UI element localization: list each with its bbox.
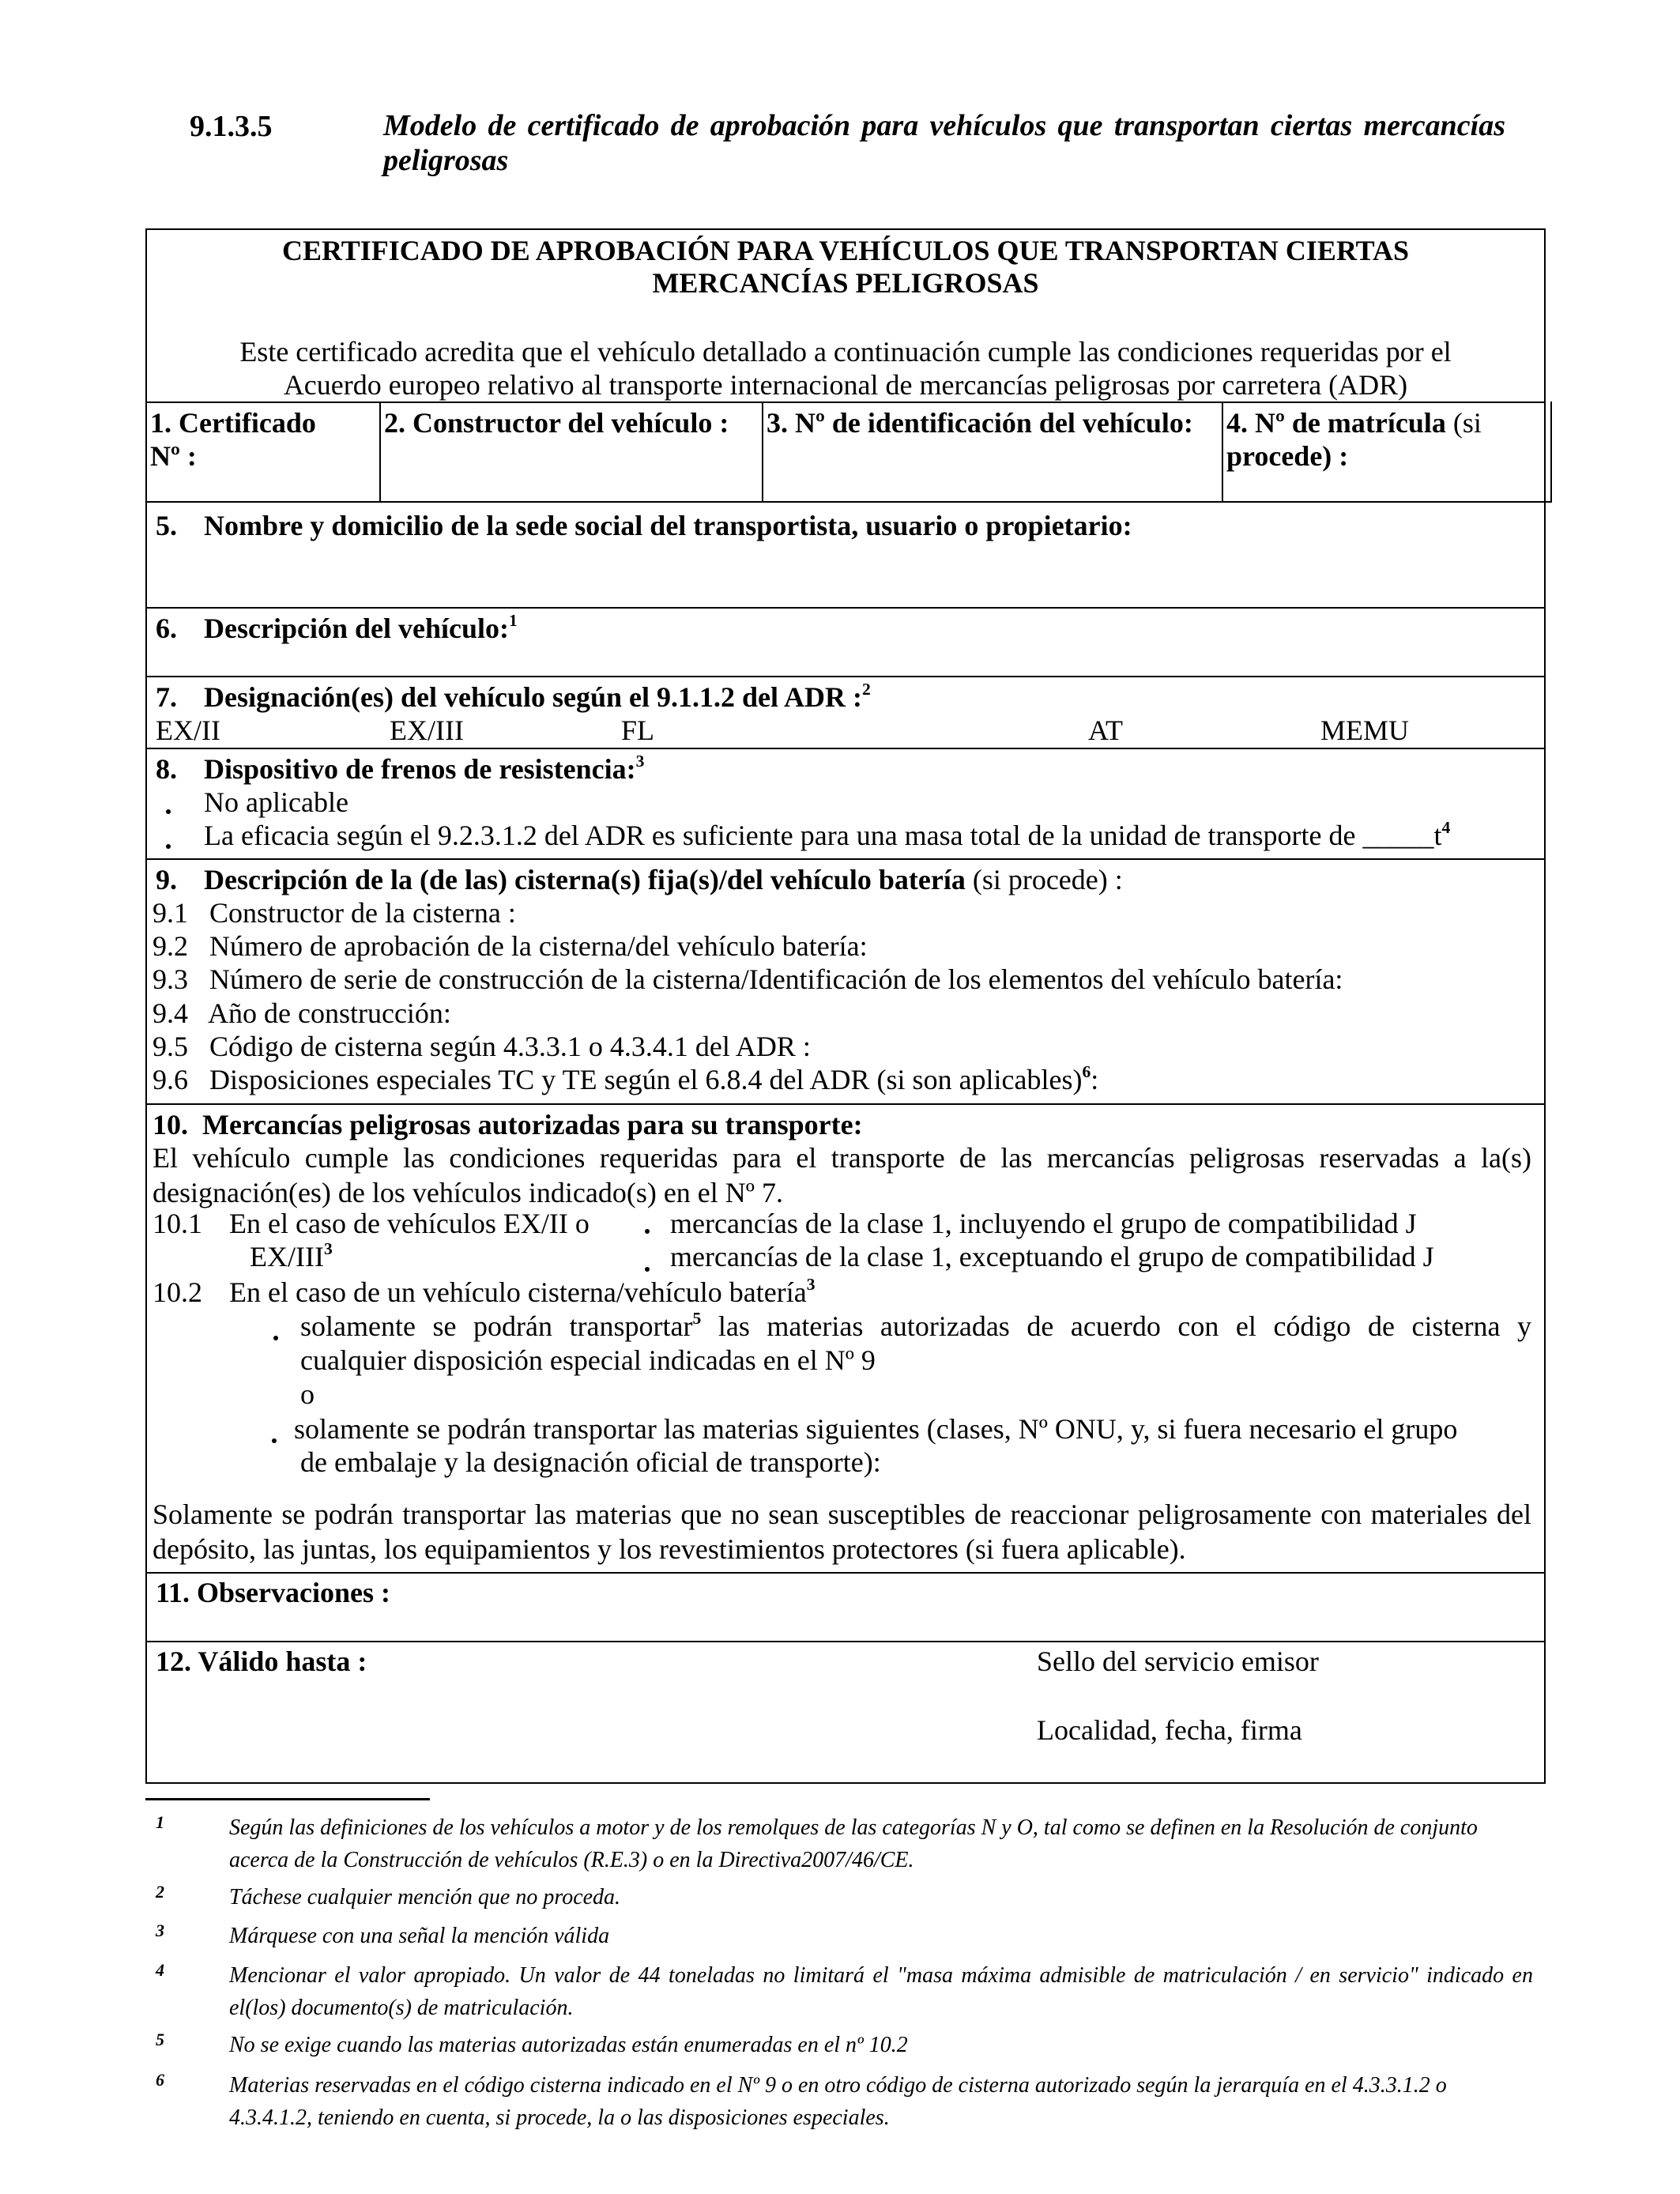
checkbox-bullet[interactable] (166, 844, 171, 849)
section-number: 9.1.3.5 (190, 110, 273, 143)
footnote-ref: 6 (1082, 1061, 1091, 1081)
field-10-1-ex-iii: EX/III (250, 1241, 324, 1272)
footnote-ref: 2 (862, 679, 871, 699)
field-4-label-normal: (si (1445, 407, 1482, 439)
field-10-2-option-1-text: solamente se podrán transportar (300, 1310, 693, 1342)
field-4-label-line2: procede) : (1226, 440, 1349, 472)
field-9-item: 9.5 Código de cisterna según 4.3.3.1 o 4.3.4.1 del ADR : (153, 1031, 811, 1062)
field-10-closing: Solamente se podrán transportar las materias que no sean susceptibles de reaccionar peligrosamente con materiales del depósito, las juntas, los equipamientos y los revestimientos protectores (si fuera aplicable). (153, 1498, 1531, 1565)
field-10-label: 10. Mercancías peligrosas autorizadas para su transporte: (153, 1109, 863, 1140)
field-5-number: 5. (156, 510, 177, 541)
field-10-1-label: En el caso de vehículos EX/II o (229, 1208, 590, 1239)
certificate-title-line1: CERTIFICADO DE APROBACIÓN PARA VEHÍCULOS QUE TRANSPORTAN CIERTAS (281, 235, 1410, 266)
certificate-intro-line2: Acuerdo europeo relativo al transporte internacional de mercancías peligrosas por carretera (ADR) (283, 369, 1408, 401)
designation-ex-iii: EX/III (390, 714, 464, 746)
footnote-text: Según las definiciones de los vehículos a motor y de los remolques de las categorías N y O, tal como se definen en la Resolución de conjunto acerca de la Construcción de vehículos (R.E.3) o en la Directiva2007/46/CE. (229, 1815, 1478, 1872)
footnote-number: 4 (156, 1960, 164, 1980)
field-9-item: 9.1 Constructor de la cisterna : (153, 897, 516, 929)
field-9-label (204, 863, 1123, 897)
field-7-label (204, 680, 871, 714)
field-8-efficacy-text: La eficacia según el 9.2.3.1.2 del ADR es suficiente para una masa total de la unidad de transporte de (204, 820, 1356, 851)
footnote-ref: 4 (1441, 817, 1451, 837)
divider (1222, 401, 1223, 503)
divider (145, 676, 1546, 677)
field-10-2-number: 10.2 (153, 1276, 202, 1308)
field-9-number: 9. (156, 864, 177, 895)
stamp-label: Sello del servicio emisor (1037, 1646, 1319, 1677)
divider (762, 401, 763, 503)
designation-memu: MEMU (1320, 714, 1410, 746)
designation-ex-ii: EX/II (156, 714, 220, 746)
divider (379, 401, 381, 503)
field-1-label: 1. Certificado (150, 407, 316, 439)
field-9-item: 9.2 Número de aprobación de la cisterna/del vehículo batería: (153, 930, 868, 962)
field-12-label: 12. Válido hasta : (156, 1646, 367, 1677)
field-8-option-efficacy (204, 819, 1450, 853)
field-10-2-text: En el caso de un vehículo cisterna/vehículo batería (229, 1276, 807, 1308)
divider (145, 858, 1546, 860)
field-10-1-option-including-j: mercancías de la clase 1, incluyendo el grupo de compatibilidad J (670, 1208, 1417, 1239)
field-10-2-option-1-line2: cualquier disposición especial indicadas en el Nº 9 (300, 1344, 876, 1376)
field-10-1-label-line2 (250, 1240, 333, 1274)
designation-at: AT (1088, 714, 1123, 746)
footnote-number: 6 (156, 2070, 164, 2090)
divider (145, 607, 1546, 609)
field-10-2-option-1-rest: las materias autorizadas de acuerdo con el código de cisterna y (701, 1310, 1532, 1342)
field-8-number: 8. (156, 753, 177, 785)
footnote-ref: 3 (806, 1274, 816, 1294)
footnote-text: Mencionar el valor apropiado. Un valor de 44 toneladas no limitará el "masa máxima admisible de matriculación / en servicio" indicado en el(los) documento(s) de matriculación. (229, 1963, 1533, 2020)
field-9-item (153, 1063, 1098, 1097)
divider (145, 501, 1552, 503)
footnote-number: 5 (156, 2030, 164, 2049)
designation-fl: FL (621, 714, 655, 746)
certificate-intro-line1: Este certificado acredita que el vehículo detallado a continuación cumple las condiciones requeridas por el (239, 336, 1452, 368)
checkbox-bullet[interactable] (272, 1438, 277, 1443)
field-11-label: 11. Observaciones : (156, 1577, 390, 1608)
field-9-label-bold: Descripción de la (de las) cisterna(s) fija(s)/del vehículo batería (204, 864, 966, 895)
mass-blank[interactable]: _____ (1362, 820, 1434, 851)
field-3-label: 3. Nº de identificación del vehículo: (767, 407, 1193, 439)
footnote-number: 2 (156, 1882, 164, 1902)
divider (1550, 401, 1552, 503)
footnote-ref: 3 (323, 1238, 333, 1258)
field-2-label: 2. Constructor del vehículo : (384, 407, 729, 439)
field-6-text: Descripción del vehículo: (204, 613, 509, 644)
field-10-2-option-2-line2: de embalaje y la designación oficial de transporte): (300, 1446, 881, 1478)
footnote-text: Márquese con una señal la mención válida (229, 1924, 610, 1948)
field-8-option-not-applicable: No aplicable (204, 786, 348, 818)
divider (145, 1572, 1546, 1574)
footnote-text: Materias reservadas en el código cisterna indicado en el Nº 9 o en otro código de cisterna autorizado según la jerarquía en el 4.3.3.1.2 o 4.3.4.1.2, teniendo en cuenta, si procede, la o las disposiciones especiales. (229, 2073, 1447, 2130)
field-9-label-normal: (si procede) : (965, 864, 1123, 895)
field-10-1-option-excluding-j: mercancías de la clase 1, exceptuando el grupo de compatibilidad J (670, 1241, 1434, 1272)
mass-unit: t (1433, 820, 1442, 851)
footnote-text: No se exige cuando las materias autorizadas están enumeradas en el nº 10.2 (229, 2033, 908, 2057)
field-7-text: Designación(es) del vehículo según el 9.1.1.2 del ADR : (204, 681, 862, 713)
section-title: Modelo de certificado de aprobación para vehículos que transportan ciertas mercancías peligrosas (383, 109, 1505, 177)
field-7-number: 7. (156, 681, 177, 713)
field-10-paragraph: El vehículo cumple las condiciones requeridas para el transporte de las mercancías peligrosas reservadas a la(s) designación(es) de los vehículos indicado(s) en el Nº 7. (153, 1142, 1531, 1208)
field-6-label (204, 612, 518, 646)
field-10-2-option-1 (300, 1310, 1531, 1344)
field-4-label-bold: 4. Nº de matrícula (1226, 407, 1446, 439)
divider (145, 1641, 1546, 1642)
field-9-item: 9.3 Número de serie de construcción de la cisterna/Identificación de los elementos del vehículo batería: (153, 963, 1343, 995)
checkbox-bullet[interactable] (273, 1336, 278, 1340)
field-9-item-6-end: : (1090, 1064, 1099, 1095)
field-10-2-option-2: solamente se podrán transportar las materias siguientes (clases, Nº ONU, y, si fuera necesario el grupo (294, 1413, 1458, 1445)
field-9-item-6-text: 9.6 Disposiciones especiales TC y TE según el 6.8.4 del ADR (si son aplicables) (153, 1064, 1083, 1095)
field-10-2-label (229, 1276, 816, 1310)
field-8-text: Dispositivo de frenos de resistencia: (204, 753, 636, 785)
footnote-number: 3 (156, 1921, 164, 1940)
field-10-2-or: o (300, 1378, 315, 1410)
certificate-title-line2: MERCANCÍAS PELIGROSAS (652, 267, 1039, 299)
divider (145, 401, 1546, 403)
checkbox-bullet[interactable] (166, 809, 171, 814)
footnote-text: Táchese cualquier mención que no proceda. (229, 1885, 621, 1909)
divider (145, 748, 1546, 749)
field-4-label (1226, 406, 1482, 440)
footnote-separator (145, 1798, 430, 1800)
checkbox-bullet[interactable] (645, 1267, 650, 1272)
place-date-signature-label: Localidad, fecha, firma (1037, 1714, 1302, 1746)
footnote-ref: 5 (692, 1308, 702, 1328)
divider (145, 1103, 1546, 1105)
field-1-label-line2: Nº : (150, 440, 197, 472)
footnote-ref: 3 (635, 751, 645, 771)
checkbox-bullet[interactable] (645, 1229, 650, 1234)
footnote-ref: 1 (508, 610, 518, 630)
field-9-item: 9.4 Año de construcción: (153, 997, 451, 1029)
field-6-number: 6. (156, 613, 177, 644)
field-5-label: Nombre y domicilio de la sede social del transportista, usuario o propietario: (204, 510, 1132, 541)
field-10-1-number: 10.1 (153, 1208, 202, 1239)
footnote-number: 1 (156, 1812, 164, 1832)
field-8-label (204, 752, 644, 786)
